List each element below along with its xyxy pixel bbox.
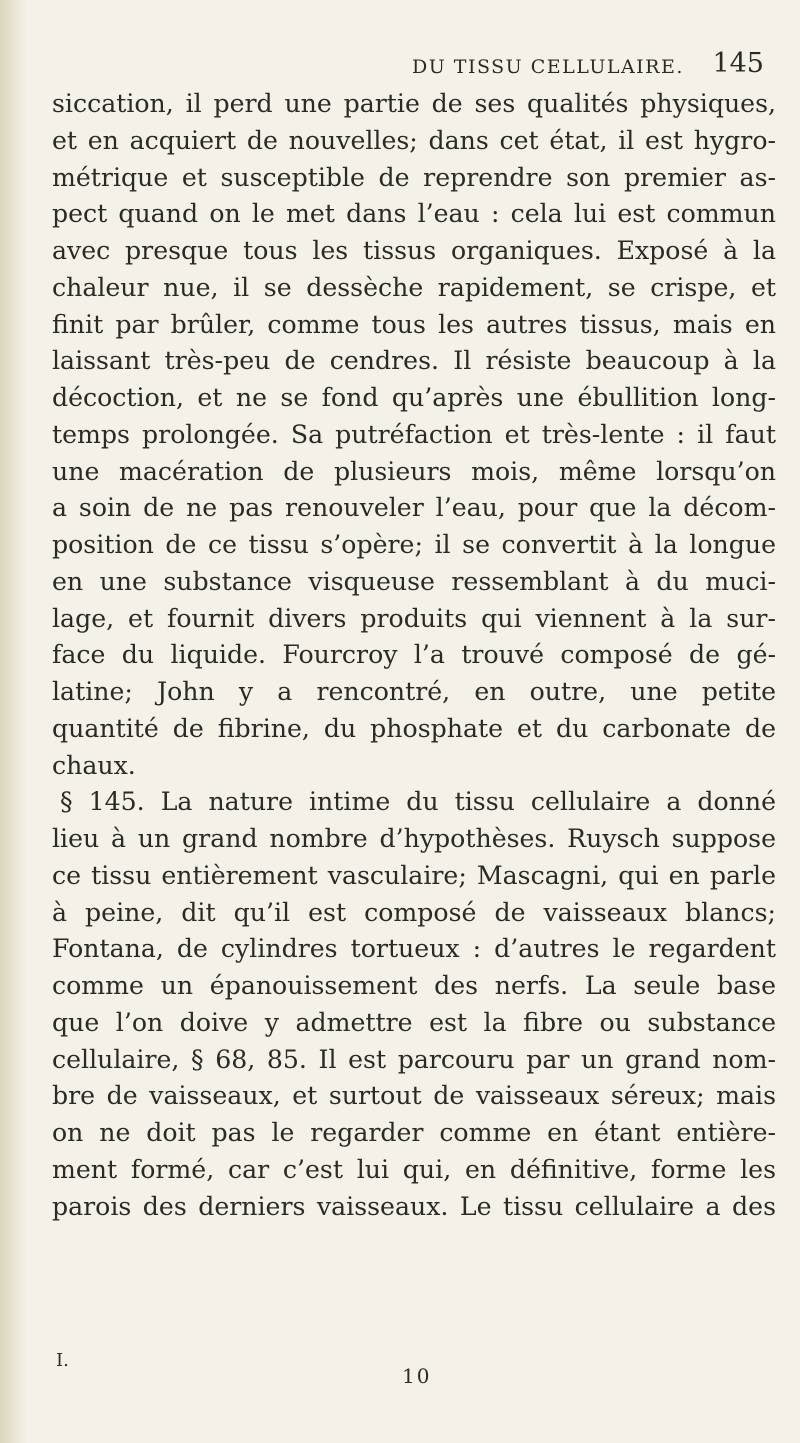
text-line: une macération de plusieurs mois, même lorsqu’on (52, 456, 776, 486)
page-number: 145 (712, 48, 764, 79)
text-line: position de ce tissu s’opère; il se convertit à la longue (52, 530, 776, 559)
text-line: a soin de ne pas renouveler l’eau, pour que la décom- (52, 493, 776, 523)
text-line: comme un épanouissement des nerfs. La seule base (52, 971, 776, 1000)
text-line: ment formé, car c’est lui qui, en définitive, forme les (52, 1154, 776, 1184)
text-line: temps prolongée. Sa putréfaction et très-lente : il faut (52, 419, 776, 449)
text-line: lage, et fournit divers produits qui viennent à la sur- (52, 603, 776, 633)
text-line: laissant très-peu de cendres. Il résiste beaucoup à la (52, 346, 776, 376)
text-line: lieu à un grand nombre d’hypothèses. Ruysch suppose (52, 824, 776, 853)
page-footer (40, 1350, 760, 1390)
text-line: que l’on doive y admettre est la fibre ou substance (52, 1007, 776, 1037)
text-line: métrique et susceptible de reprendre son premier as- (52, 162, 776, 192)
running-head: DU TISSU CELLULAIRE. (412, 56, 684, 78)
paragraph-end-line: chaux. (52, 750, 136, 780)
text-line: cellulaire, § 68, 85. Il est parcouru par un grand nom- (52, 1044, 776, 1074)
section-start-line: § 145. La nature intime du tissu cellulaire a donné (60, 787, 776, 817)
text-line: et en acquiert de nouvelles; dans cet état, il est hygro- (52, 125, 776, 155)
text-line: siccation, il perd une partie de ses qualités physiques, (52, 89, 776, 118)
body-text (52, 86, 776, 1225)
text-line: quantité de fibrine, du phosphate et du carbonate de (52, 713, 776, 743)
text-line: latine; John y a rencontré, en outre, une petite (52, 677, 776, 706)
text-line: ce tissu entièrement vasculaire; Mascagni, qui en parle (52, 860, 776, 890)
text-line: chaleur nue, il se dessèche rapidement, se crispe, et (52, 272, 776, 302)
text-line: décoction, et ne se fond qu’après une ébullition long- (52, 383, 776, 412)
text-line: en une substance visqueuse ressemblant à du muci- (52, 566, 776, 596)
text-line: bre de vaisseaux, et surtout de vaisseaux séreux; mais (52, 1081, 776, 1111)
page-header (40, 48, 764, 84)
text-line: face du liquide. Fourcroy l’a trouvé composé de gé- (52, 640, 776, 670)
text-line: on ne doit pas le regarder comme en étant entière- (52, 1118, 776, 1147)
binding-shadow (0, 0, 26, 1443)
text-line: finit par brûler, comme tous les autres tissus, mais en (52, 309, 776, 339)
text-line: à peine, dit qu’il est composé de vaisseaux blancs; (52, 897, 776, 927)
text-line: pect quand on le met dans l’eau : cela lui est commun (52, 199, 776, 229)
sheet-number: 10 (402, 1364, 432, 1388)
signature-mark: I. (56, 1350, 69, 1371)
text-line: Fontana, de cylindres tortueux : d’autres le regardent (52, 934, 776, 964)
text-line: parois des derniers vaisseaux. Le tissu cellulaire a des (52, 1191, 776, 1221)
text-line: avec presque tous les tissus organiques. Exposé à la (52, 236, 776, 265)
